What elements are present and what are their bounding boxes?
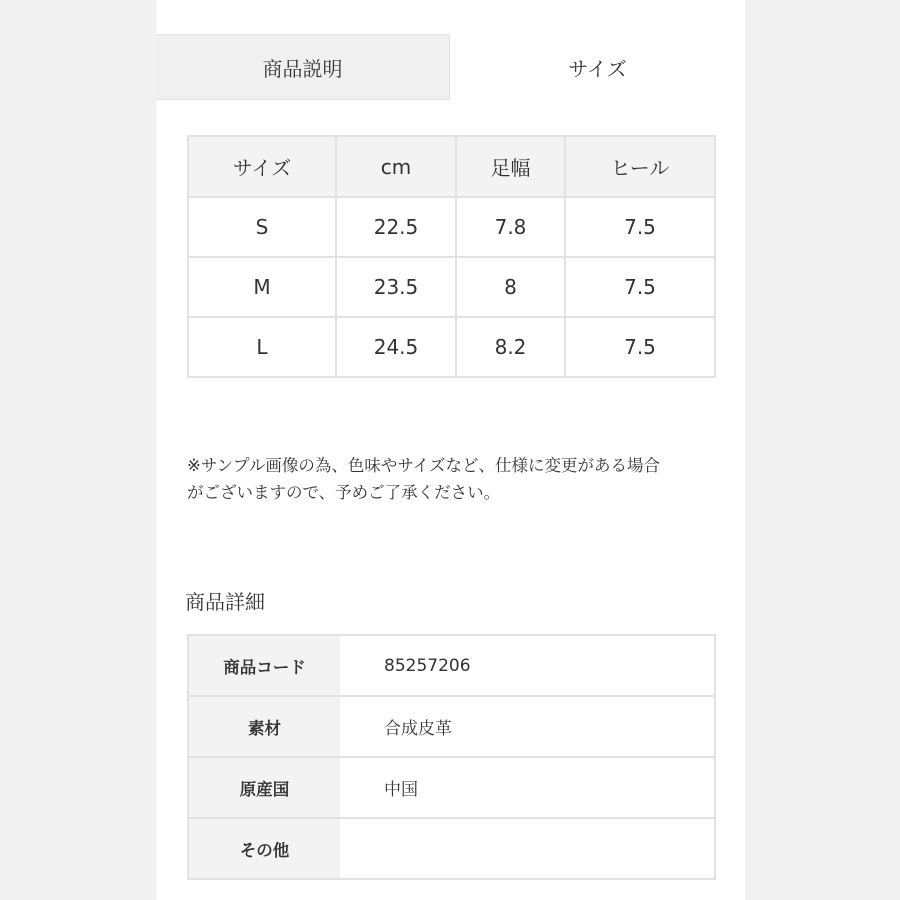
table-row (188, 257, 715, 317)
size-table-header-heel: ヒール (565, 136, 715, 197)
detail-label-origin: 原産国 (188, 757, 340, 818)
size-table-header-cm: cm (336, 136, 456, 197)
note-line-1: ※サンプル画像の為、色味やサイズなど、仕様に変更がある場合 (187, 456, 661, 475)
tab-product-description[interactable]: 商品説明 (156, 34, 450, 100)
detail-label-other: その他 (188, 818, 340, 879)
heel-cell: 7.5 (565, 197, 715, 257)
width-cell: 7.8 (456, 197, 565, 257)
table-row (188, 757, 715, 818)
detail-label-material: 素材 (188, 696, 340, 757)
cm-cell: 22.5 (336, 197, 456, 257)
size-table-header-size: サイズ (188, 136, 336, 197)
detail-label-product-code: 商品コード (188, 635, 340, 696)
detail-value-other (340, 818, 715, 879)
tab-bar (156, 34, 745, 100)
width-cell: 8.2 (456, 317, 565, 377)
note-line-2: がございますので、予めご了承ください。 (187, 483, 501, 502)
size-table (187, 135, 716, 378)
detail-value-material: 合成皮革 (340, 696, 715, 757)
size-cell: L (188, 317, 336, 377)
size-table-header-row (188, 136, 715, 197)
product-details-title: 商品詳細 (185, 590, 265, 614)
product-page (156, 0, 745, 900)
product-details-table (187, 634, 716, 880)
size-cell: S (188, 197, 336, 257)
sample-image-note (187, 452, 727, 506)
detail-value-origin: 中国 (340, 757, 715, 818)
table-row (188, 696, 715, 757)
tab-size[interactable]: サイズ (450, 34, 745, 100)
width-cell: 8 (456, 257, 565, 317)
cm-cell: 23.5 (336, 257, 456, 317)
table-row (188, 635, 715, 696)
table-row (188, 197, 715, 257)
size-cell: M (188, 257, 336, 317)
heel-cell: 7.5 (565, 257, 715, 317)
detail-value-product-code: 85257206 (340, 635, 715, 696)
cm-cell: 24.5 (336, 317, 456, 377)
table-row (188, 818, 715, 879)
heel-cell: 7.5 (565, 317, 715, 377)
table-row (188, 317, 715, 377)
size-table-header-width: 足幅 (456, 136, 565, 197)
